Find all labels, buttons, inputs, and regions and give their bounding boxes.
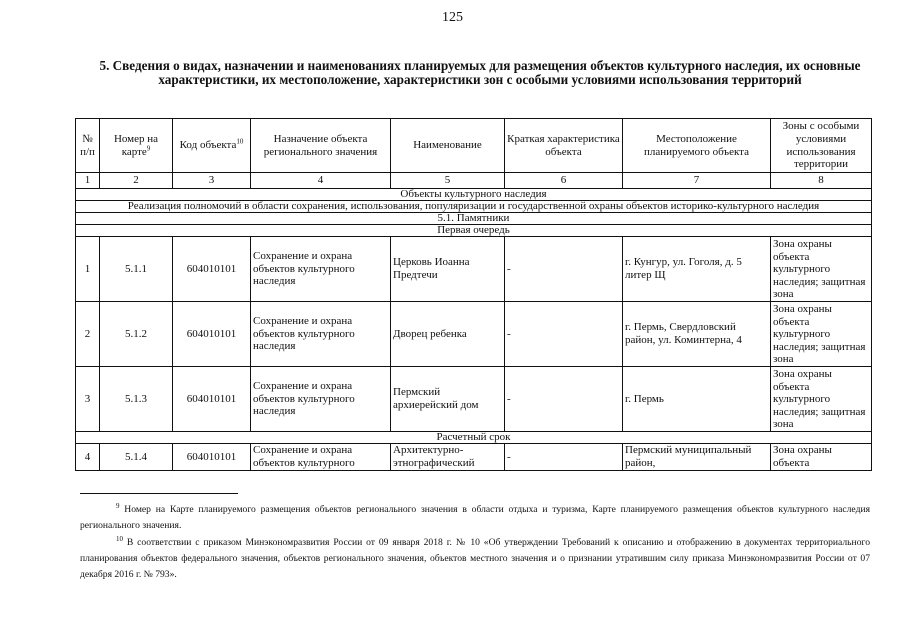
stage-heading-calculated: Расчетный срок (76, 431, 872, 443)
cell-code: 604010101 (173, 366, 251, 431)
header-map-number: Номер на карте$^9$ (100, 119, 173, 173)
cell-location: г. Кунгур, ул. Гоголя, д. 5 литер Щ (623, 237, 771, 302)
header-purpose: Назначение объекта регионального значения (251, 119, 391, 173)
cell-map-number: 5.1.4 (100, 443, 173, 470)
cell-zones: Зона охраны объекта (771, 443, 872, 470)
header-zones: Зоны с особыми условиями использования территории (771, 119, 872, 173)
header-name: Наименование (391, 119, 505, 173)
cell-num: 4 (76, 443, 100, 470)
column-number: 7 (623, 173, 771, 189)
column-number: 8 (771, 173, 872, 189)
table-row (76, 301, 872, 366)
header-code: Код объекта$^{10}$ (173, 119, 251, 173)
cell-name: Церковь Иоанна Предтечи (391, 237, 505, 302)
group-heading: 5.1. Памятники (76, 213, 872, 225)
stage-heading-first: Первая очередь (76, 225, 872, 237)
subsection-heading: Реализация полномочий в области сохранения, использования, популяризации и государственной охраны объектов историко-культурного наследия (76, 201, 872, 213)
cell-num: 3 (76, 366, 100, 431)
cell-code: 604010101 (173, 301, 251, 366)
cell-name: Архитектурно-этнографический (391, 443, 505, 470)
cell-num: 1 (76, 237, 100, 302)
column-number: 5 (391, 173, 505, 189)
column-number: 2 (100, 173, 173, 189)
header-location: Местоположение планируемого объекта (623, 119, 771, 173)
cultural-heritage-table (75, 118, 872, 471)
column-numbers-row (76, 173, 872, 189)
footnotes (80, 502, 870, 583)
column-number: 6 (505, 173, 623, 189)
cell-purpose: Сохранение и охрана объектов культурного (251, 443, 391, 470)
cell-map-number: 5.1.2 (100, 301, 173, 366)
section-title: 5. Сведения о видах, назначении и наименованиях планируемых для размещения объектов культурного наследия, их основные характеристики, их местоположение, характеристики зон с особыми условиями использования территорий (99, 58, 861, 87)
footnote: $^{10}$ В соответствии с приказом Минэкономразвития России от 09 января 2018 г. № 10 «Об утверждении Требований к описанию и отображению в документах территориального планирования объектов федерального значения, объектов регионального значения, объектов местного значения и о признании утратившим силу приказа Минэкономразвития России от 07 декабря 2016 г. № 793». (80, 534, 870, 581)
cell-characteristic: - (505, 301, 623, 366)
section-heading: Объекты культурного наследия (76, 189, 872, 201)
cell-name: Пермский архиерейский дом (391, 366, 505, 431)
table-row (76, 443, 872, 470)
cell-zones: Зона охраны объекта культурного наследия; защитная зона (771, 301, 872, 366)
cell-code: 604010101 (173, 443, 251, 470)
cell-map-number: 5.1.3 (100, 366, 173, 431)
cell-characteristic: - (505, 443, 623, 470)
footnote: $^9$ Номер на Карте планируемого размещения объектов регионального значения в области отдыха и туризма, Карте планируемого размещения объектов культурного наследия регионального значения. (80, 501, 870, 532)
footnote-divider (80, 493, 238, 494)
cell-characteristic: - (505, 237, 623, 302)
column-number: 1 (76, 173, 100, 189)
cell-code: 604010101 (173, 237, 251, 302)
header-characteristic: Краткая характеристика объекта (505, 119, 623, 173)
column-number: 4 (251, 173, 391, 189)
cell-location: Пермский муниципальный район, (623, 443, 771, 470)
cell-location: г. Пермь (623, 366, 771, 431)
cell-purpose: Сохранение и охрана объектов культурного наследия (251, 301, 391, 366)
header-row (76, 119, 872, 173)
cell-location: г. Пермь, Свердловский район, ул. Коминтерна, 4 (623, 301, 771, 366)
cell-zones: Зона охраны объекта культурного наследия; защитная зона (771, 237, 872, 302)
cell-purpose: Сохранение и охрана объектов культурного наследия (251, 237, 391, 302)
table-row (76, 237, 872, 302)
page-number: 125 (442, 10, 463, 25)
cell-characteristic: - (505, 366, 623, 431)
cell-purpose: Сохранение и охрана объектов культурного наследия (251, 366, 391, 431)
table-row (76, 366, 872, 431)
cell-map-number: 5.1.1 (100, 237, 173, 302)
cell-num: 2 (76, 301, 100, 366)
column-number: 3 (173, 173, 251, 189)
cell-zones: Зона охраны объекта культурного наследия; защитная зона (771, 366, 872, 431)
header-num: № п/п (76, 119, 100, 173)
cell-name: Дворец ребенка (391, 301, 505, 366)
